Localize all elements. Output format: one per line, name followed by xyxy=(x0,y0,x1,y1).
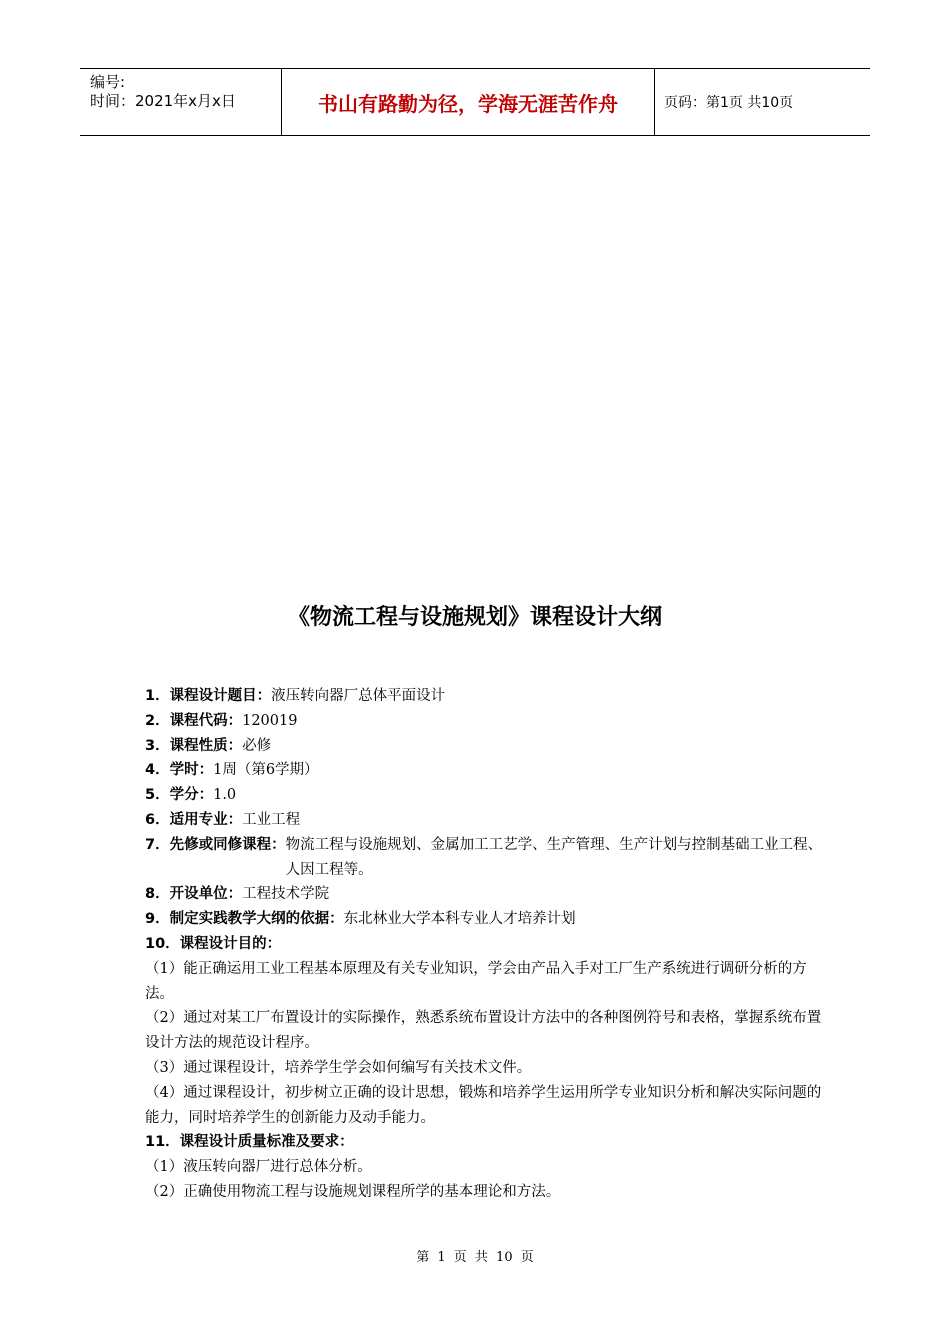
list-item xyxy=(145,783,825,808)
item-value: 物流工程与设施规划、金属加工工艺学、生产管理、生产计划与控制基础工业工程、人因工程等。 xyxy=(285,836,823,878)
time-label: 时间：2021年x月x日 xyxy=(90,92,236,110)
code-label: 编号: xyxy=(90,73,126,91)
list-item xyxy=(145,907,825,932)
paragraph: （1）能正确运用工业工程基本原理及有关专业知识，学会由产品入手对工厂生产系统进行调研分析的方法。 xyxy=(145,960,807,1002)
item-label: 1．课程设计题目： xyxy=(145,688,272,704)
paragraph: （3）通过课程设计，培养学生学会如何编写有关技术文件。 xyxy=(145,1059,532,1076)
header-left-cell xyxy=(80,69,282,135)
list-item xyxy=(145,734,825,759)
paragraph: （2）通过对某工厂布置设计的实际操作，熟悉系统布置设计方法中的各种图例符号和表格，掌握系统布置设计方法的规范设计程序。 xyxy=(145,1010,822,1052)
item-label: 6．适用专业： xyxy=(145,811,243,828)
list-item xyxy=(145,758,825,783)
page-footer: 第 1 页 共 10 页 xyxy=(416,1250,534,1265)
item-label: 9．制定实践教学大纲的依据： xyxy=(145,911,344,928)
document-body xyxy=(145,684,825,1205)
header-table xyxy=(80,68,870,136)
paragraph: （2）正确使用物流工程与设施规划课程所学的基本理论和方法。 xyxy=(145,1183,561,1200)
paragraph: （4）通过课程设计，初步树立正确的设计思想，锻炼和培养学生运用所学专业知识分析和解决实际问题的能力，同时培养学生的创新能力及动手能力。 xyxy=(145,1084,822,1126)
section-heading: 10．课程设计目的： xyxy=(145,935,282,952)
list-item xyxy=(145,709,825,734)
item-label: 2．课程代码： xyxy=(145,712,243,729)
item-label: 4．学时： xyxy=(145,762,214,779)
item-value: 液压转向器厂总体平面设计 xyxy=(271,688,446,704)
item-label: 5．学分： xyxy=(145,787,214,804)
document-title: 《物流工程与设施规划》课程设计大纲 xyxy=(287,605,662,630)
item-value: 工业工程 xyxy=(242,811,301,828)
item-value: 必修 xyxy=(242,737,272,754)
list-item xyxy=(145,833,825,883)
item-label: 3．课程性质： xyxy=(145,737,243,754)
list-item xyxy=(145,882,825,907)
section-heading: 11．课程设计质量标准及要求： xyxy=(145,1134,354,1151)
item-label: 8．开设单位： xyxy=(145,886,243,903)
header-page-info: 页码：第1页 共10页 xyxy=(664,95,794,111)
paragraph: （1）液压转向器厂进行总体分析。 xyxy=(145,1159,372,1176)
item-value: 1.0 xyxy=(213,787,237,804)
item-value: 东北林业大学本科专业人才培养计划 xyxy=(343,911,576,928)
list-item xyxy=(145,684,825,709)
item-value: 工程技术学院 xyxy=(242,886,330,903)
list-item xyxy=(145,808,825,833)
item-value: 1周（第6学期） xyxy=(213,762,319,779)
header-slogan: 书山有路勤为径，学海无涯苦作舟 xyxy=(282,69,655,135)
item-label: 7．先修或同修课程： xyxy=(145,836,286,853)
item-value: 120019 xyxy=(242,712,298,729)
